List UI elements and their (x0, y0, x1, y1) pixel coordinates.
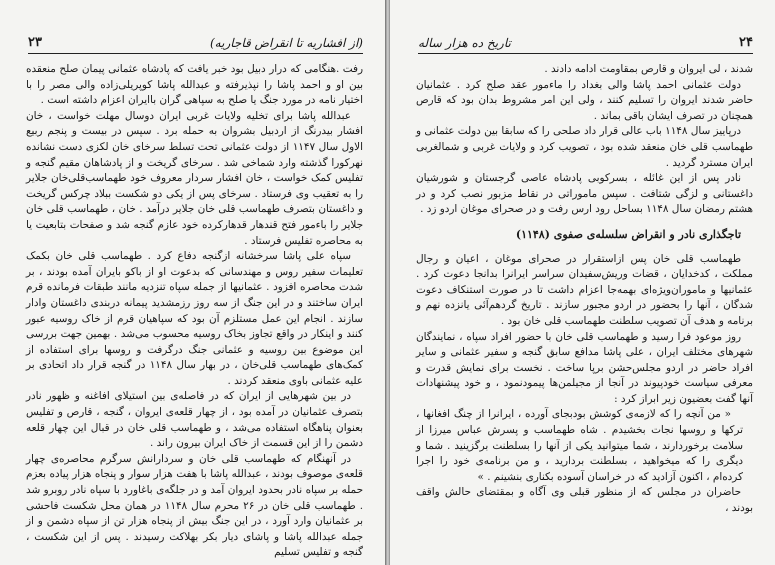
section-heading: تاجگذاری نادر و انقراض سلسله‌ی صفوی (۱۱۴۸) (515, 227, 741, 241)
paragraph: درپاییز سال ۱۱۴۸ باب عالی قرار داد صلحی را که سابقا بین دولت عثمانی و طهماسب قلی خان منعقد شده بود ، تصویب کرد و ولایات غربی و شمالغربی ایران مسترد گردید . (416, 125, 753, 169)
paragraph: در آنهنگام که طهماسب قلی خان و سردارانش سرگرم محاصره‌ی چهار قلعه‌ی موصوف بودند ، عبدالله پاشا با هفت هزار سوار و پنجاه هزار پیاده بعزم حمله بر سپاه نادر بحدود ایروان آمد و در جلگه‌ی باغاورد با سپاه نادر روبرو شد . طهماسب قلی خان در ۲۶ محرم سال ۱۱۴۸ در همان محل شکست فاحشی بر عثمانیان وارد آورد ، در این جنگ بیش از پنجاه هزار تن از سپاه دشمن و از جمله عبدالله پاشا و پاشای دیار بکر بهلاکت رسیدند . پس از این شکست ، گنجه و تفلیس تسلیم (26, 452, 363, 559)
quotation: « من آنچه را که لازمه‌ی کوشش بود‌بجای آورده ، ایرانرا از چنگ افغانها ، ترکها و روسها نجات بخشیدم . شاه طهماسب و پسرش عباس میرزا از سلامت برخوردارند ، شما میتوانید یکی از آنها را بسلطنت برگزینید . شما و دیگری را که میخواهید ، بسلطنت بردارید ، و من برنامه‌ی خود را اجرا کرده‌ام ، اکنون آزادید که در خراسان آسوده بکناری بنشینم . » (416, 408, 743, 483)
paragraph: در بین شهرهایی از ایران که در فاصله‌ی بین استیلای افاغنه و ظهور نادر بتصرف عثمانیان در آمده بود ، از چهار قلعه‌ی ایروان ، گنجه ، قارص و تفلیس بعنوان پناهگاه استفاده می‌شد ، و طهماسب قلی خان در قبال این چهار قلعه دشمن را از این قسمت از خاک ایران بیرون راند . (26, 390, 363, 450)
header-rule (418, 53, 753, 54)
left-page-header (28, 30, 363, 50)
left-running-title: (از افشاریه تا انقراض قاجاریه) (210, 36, 363, 50)
right-page-number: ۲۴ (739, 35, 753, 50)
right-page (390, 0, 775, 565)
left-page-number: ۲۳ (28, 35, 42, 50)
paragraph: سپاه علی پاشا سرخشانه ازگنجه دفاع کرد . طهماسب قلی خان بکمک تعلیمات سفیر روس و مهندسانی که بدعوت او از باکو بایران آمده بودند ، بر شدت محاصره افزود . عثمانیها از جمله سپاه تنزدیه مانند طبقات فرمانده قرم ایران ساختند و در این جنگ از سه روز رزمشدید پیمانه دربندی داغستان وادار سازند . انجام این عمل مستلزم آن بود که سپاهیان قرم از خاک روسیه عبور کنند و اینکار در واقع تجاوز بخاک روسیه محسوب می‌شد . بهمین جهت بررسی این موضوع بین روسیه و عثمانی جنگ درگرفت و روسها برای استفاده از کمک‌های طهماسب قلی‌خان ، در بهار سال ۱۱۴۸ در گنجه قرار داد اتحادی بر علیه عثمانی باوی منعقد کردند . (26, 250, 363, 387)
right-page-header (418, 30, 753, 50)
header-rule (28, 53, 363, 54)
paragraph: عبدالله پاشا برای تخلیه ولایات غربی ایران دوسال مهلت خواست ، خان افشار بیدرنگ از اردبیل بشروان به حمله برد . سپس در بیست و پنجم ربیع الاول سال ۱۱۴۷ از دولت عثمانی تحت تسلط سرخای خان لکزی دست نشانده نهرکورا گذشته وارد شماخی شد . سرخای گریخت و از پادشاهان مقیم گنجه و تفلیس کمک خواست ، خان افشار سردار معروف خود طهماسب‌قلی‌خان جلایر را به تعقیب وی فرستاد . سرخای پس از یکی دو شکست ببلاد چرکس گریخت و داغستان بتصرف طهماسب قلی خان جلایر درآمد . خان ، طهماسب قلی خان جلایر را باءمور فتح قندهار قدهارکرده خود عازم گنجه شد و صفحات بتابعیت یا به محاصره تفلیس فرستاد . (26, 109, 363, 247)
right-running-title: تاریخ ده هزار ساله (418, 36, 511, 50)
paragraph: طهماسب قلی خان پس ازاستقرار در صحرای موغان ، اعیان و رجال مملکت ، کدخدایان ، قضات وریش‌سفیدان سراسر ایرانرا بدانجا دعوت کرد . عثمانیها و ماموران‌ویژه‌ای بهمه‌جا اعزام داشت تا در صورت استنکاف دعوت شدگان ، آنها را بحضور در اردو مجبور سازند . تاریخ گردهم‌آئی یانزده‌ نهم و برنامه و هدف آن تصویب سلطنت طهماسب قلی خان بود . (416, 252, 753, 327)
left-page (0, 0, 385, 565)
paragraph: شدند ، لی ایروان و قارص بمقاومت ادامه دادند . (544, 63, 753, 75)
paragraph: روز موعود فرا رسید و طهماسب قلی خان با حضور افراد سپاه ، نمایندگان شهرهای مختلف ایران ، علی پاشا مدافع سابق گنجه و سفیر عثمانی و سایر افراد حاضر در اردو مجلس‌حشن برپا ساخت . نخست برای نمایش قدرت و معرفی سیاست خودپیوند در آنجا از مجیلمن‌ها پیمودنمود ، و خود پیشنهادات آنها گفت بعضیون زیر ابراز کرد : (416, 330, 753, 405)
left-page-body (26, 62, 363, 561)
paragraph: رفت .هنگامی که درار دبیل بود خبر یافت که پادشاه عثمانی پیمان صلح منعقده بین او و احمد پاشا را نپذیرفته و عبدالله پاشا کوپریلی‌زاده والی مصر را با اختیار نامه در مورد جنگ یا صلح به سپاهی گران باایران اعزام داشته است . (26, 63, 363, 107)
right-page-body (416, 62, 753, 561)
paragraph: نادر پس از این غائله ، بسرکوبی پادشاه عاصی گرجستان و شورشیان داغستانی و لزگی شتافت . سپس ماموراتی در نقاط مزبور نصب کرد و در هشتم رمضان سال ۱۱۴۸ بساحل رود ارس رفت و در صحرای موغان اردو زد . (416, 172, 753, 216)
paragraph: دولت عثمانی احمد پاشا والی بغداد را ماءمور عقد صلح کرد . عثمانیان حاضر شدند ایروان را تسلیم کنند ، ولی این امر مشروط بدان بود که قارص همچنان در تصرف ایشان باقی بماند . (416, 78, 753, 122)
paragraph: حاضران در مجلس که از منظور قبلی وی آگاه و بمقتضای حالش واقف بودند ، (416, 486, 753, 515)
